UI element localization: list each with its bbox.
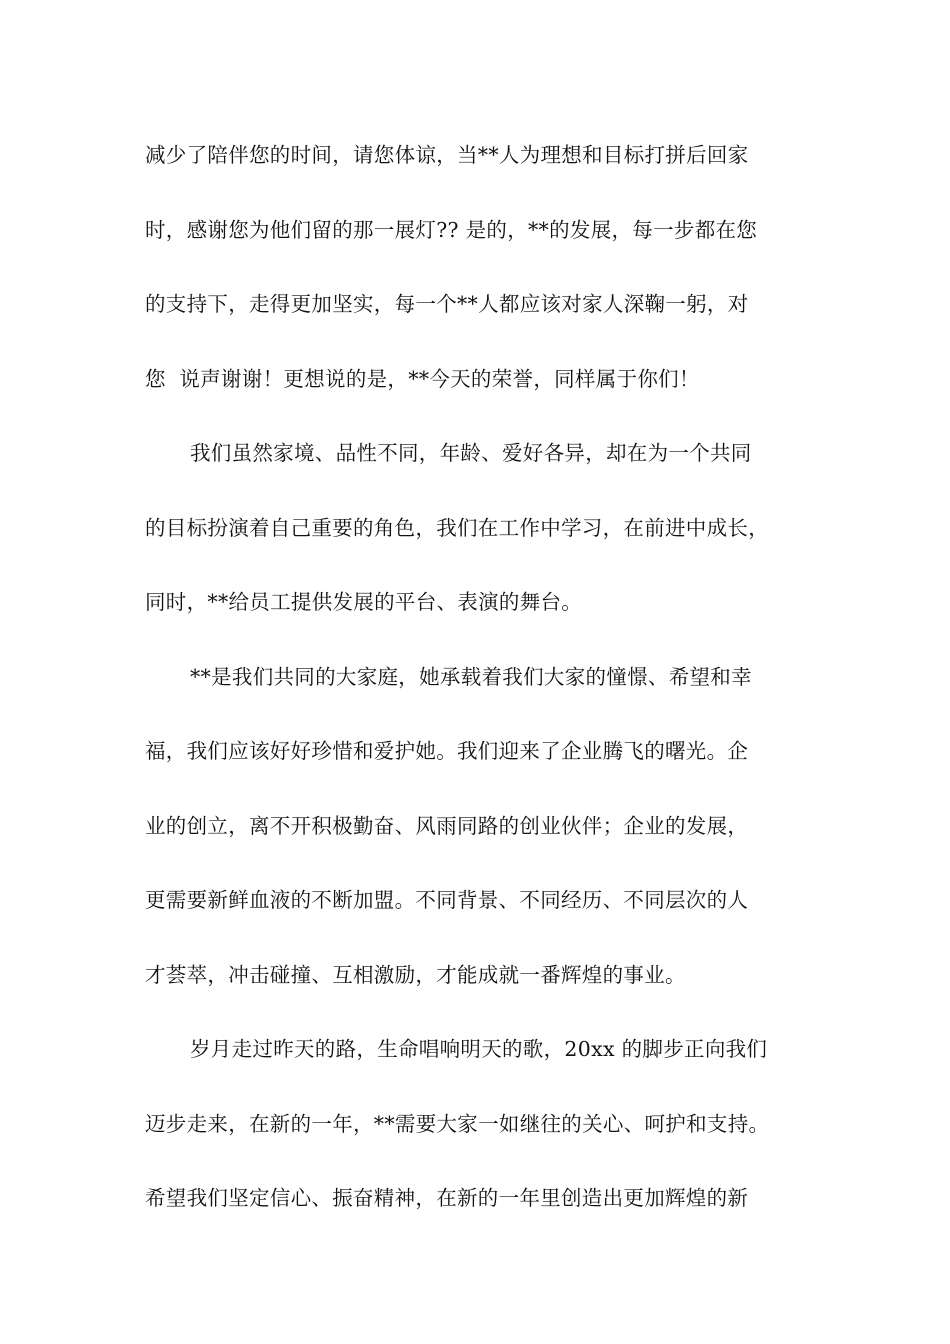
text-line: 希望我们坚定信心、振奋精神，在新的一年里创造出更加辉煌的新 — [145, 1186, 749, 1210]
text-line: 同时，**给员工提供发展的平台、表演的舞台。 — [145, 590, 583, 614]
text-line: 的目标扮演着自己重要的角色，我们在工作中学习，在前进中成长， — [145, 515, 769, 540]
text-line: 您 说声谢谢！更想说的是，**今天的荣誉，同样属于你们！ — [145, 366, 700, 391]
document-body — [145, 118, 825, 1236]
text-line: 迈步走来，在新的一年，**需要大家一如继往的关心、呵护和支持。 — [145, 1111, 770, 1136]
paragraph-first-line: **是我们共同的大家庭，她承载着我们大家的憧憬、希望和幸 — [190, 664, 752, 689]
paragraph-first-line: 岁月走过昨天的路，生命唱响明天的歌，20xx 的脚步正向我们 — [190, 1037, 768, 1061]
text-line: 业的创立，离不开积极勤奋、风雨同路的创业伙伴；企业的发展， — [145, 813, 749, 838]
paragraph-first-line: 我们虽然家境、品性不同，年龄、爱好各异，却在为一个共同 — [190, 441, 752, 465]
text-line: 的支持下，走得更加坚实，每一个**人都应该对家人深鞠一躬，对 — [145, 292, 749, 316]
text-line: 福，我们应该好好珍惜和爱护她。我们迎来了企业腾飞的曙光。企 — [145, 739, 749, 763]
text-line: 才荟萃，冲击碰撞、互相激励，才能成就一番辉煌的事业。 — [145, 962, 686, 987]
text-line: 时，感谢您为他们留的那一展灯?? 是的，**的发展，每一步都在您 — [145, 217, 758, 242]
text-line: 减少了陪伴您的时间，请您体谅，当**人为理想和目标打拼后回家 — [145, 143, 749, 167]
text-line: 更需要新鲜血液的不断加盟。不同背景、不同经历、不同层次的人 — [145, 888, 749, 912]
